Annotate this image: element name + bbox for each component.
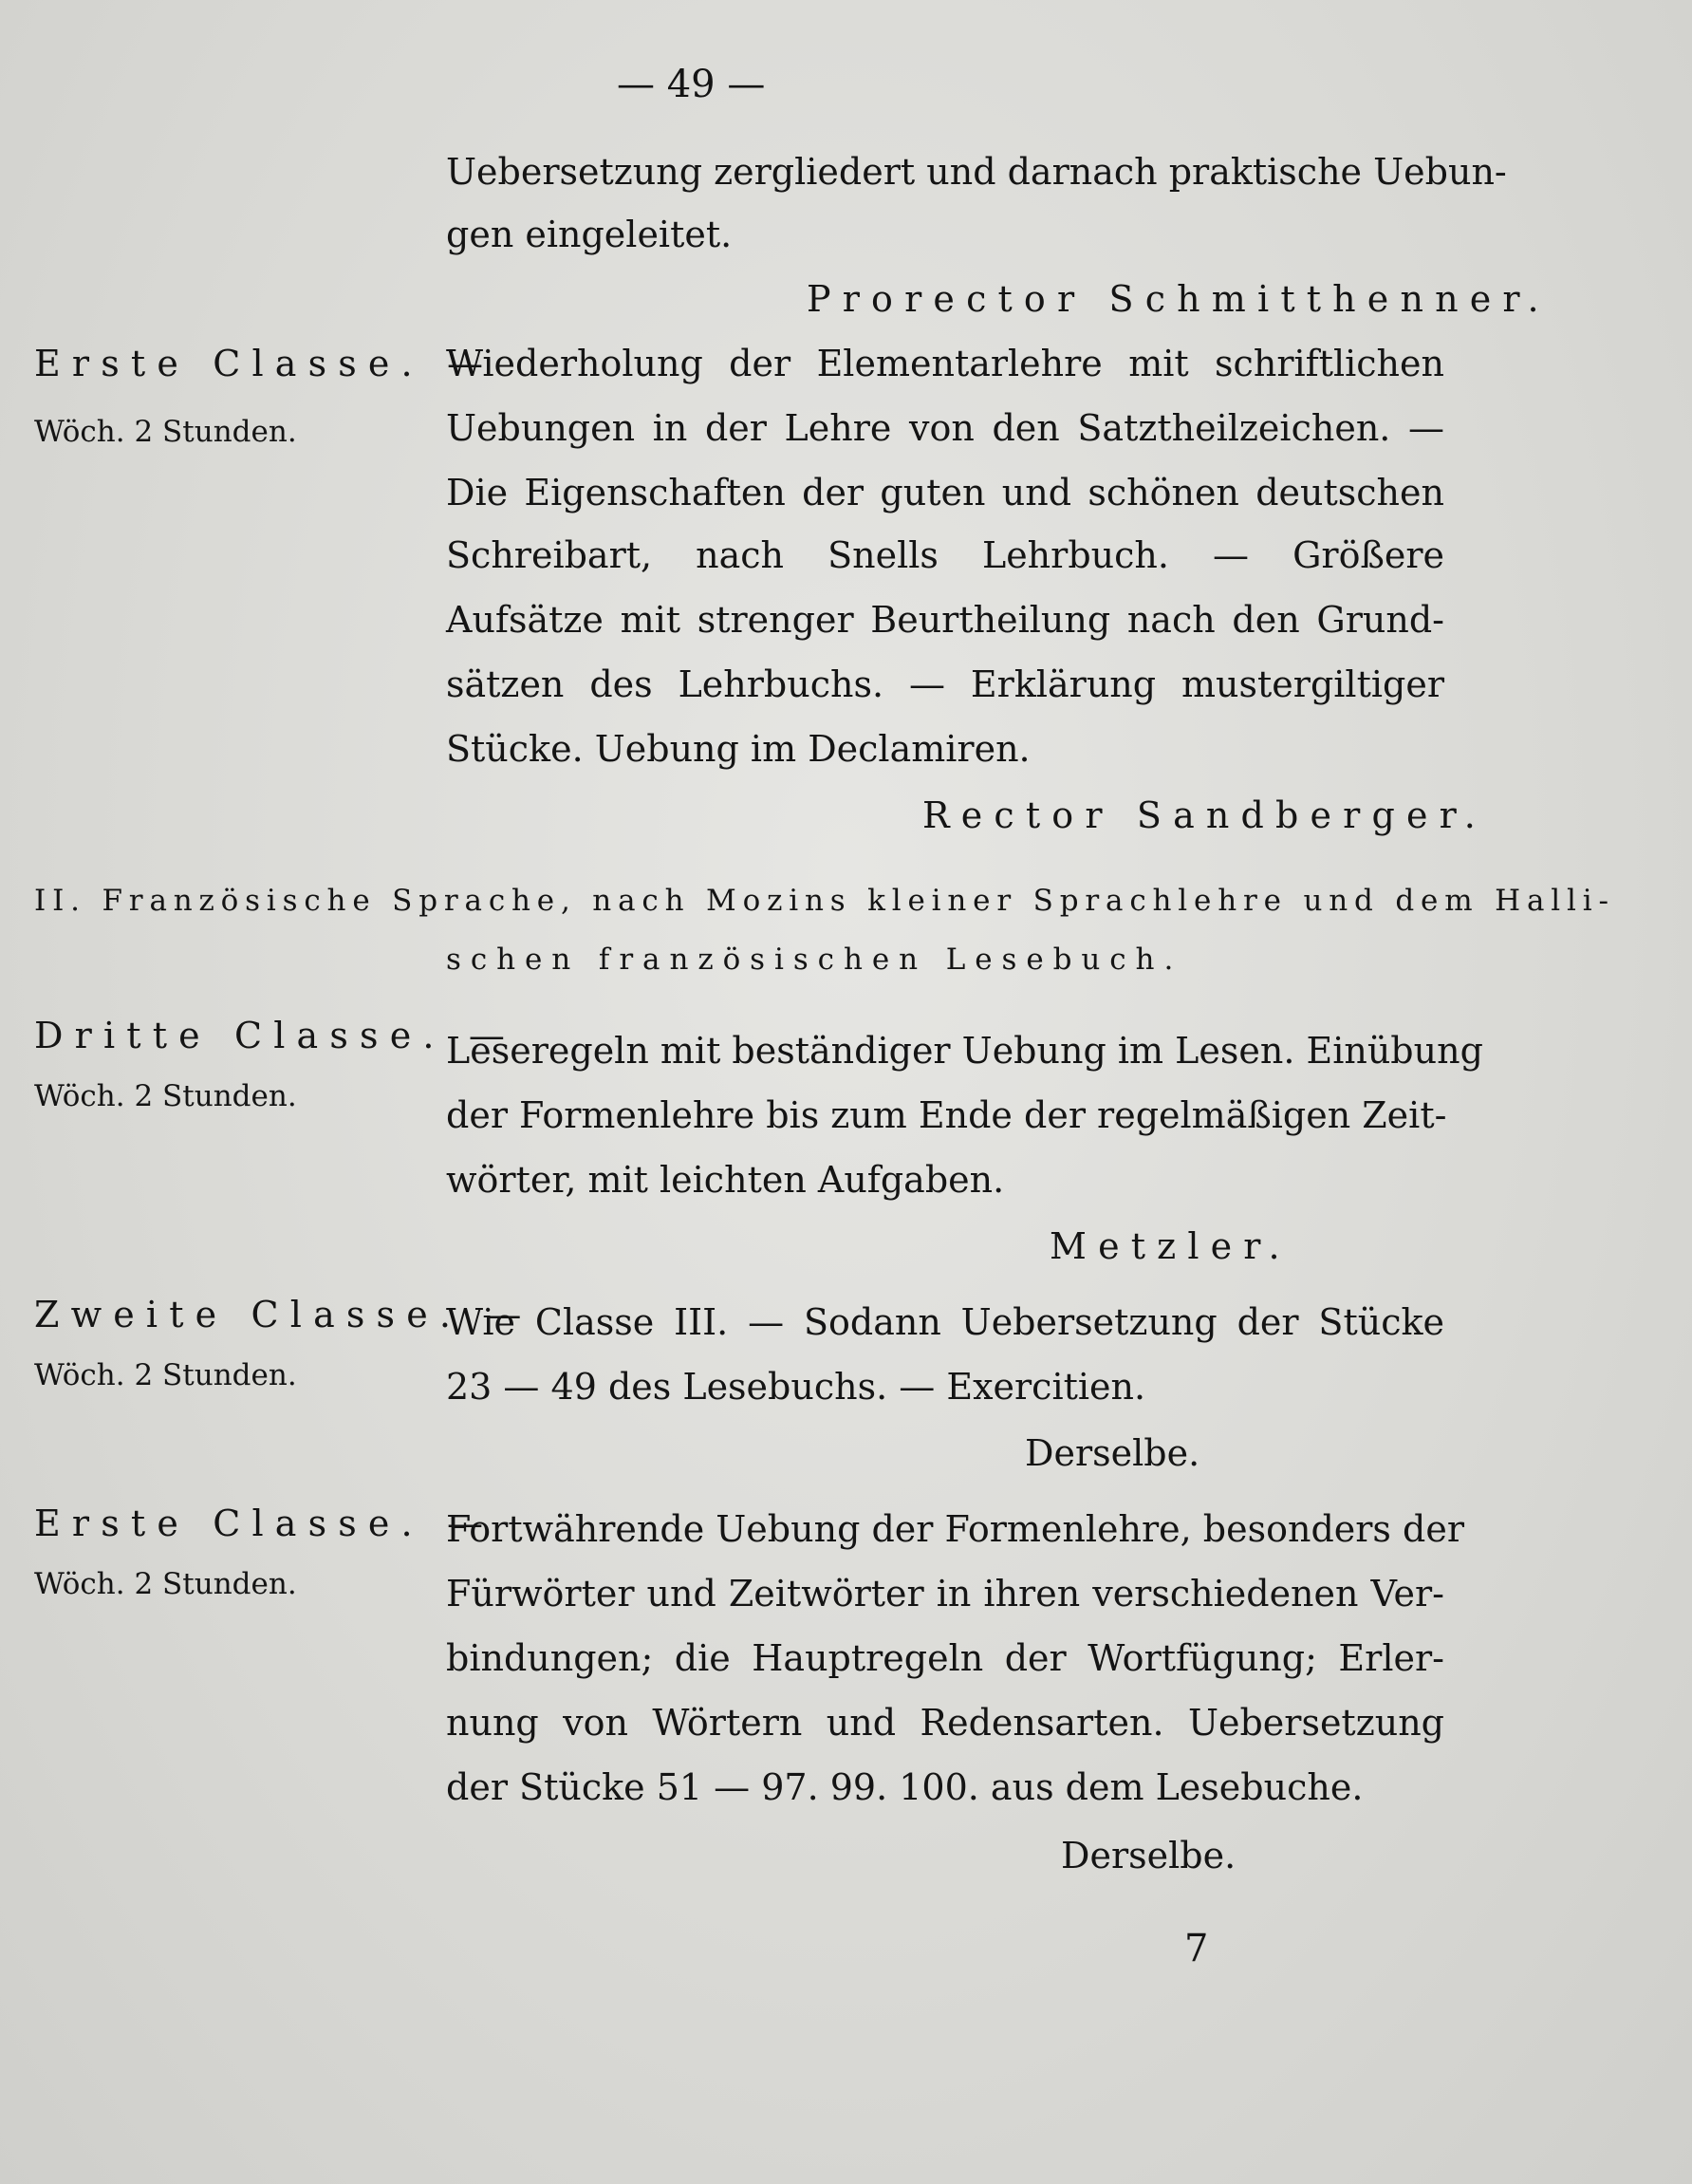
signature: Derselbe.	[1061, 1835, 1236, 1876]
body-line: der Formenlehre bis zum Ende der regelmäßigen Zeit-	[446, 1094, 1447, 1136]
body-line: wörter, mit leichten Aufgaben.	[446, 1159, 1005, 1201]
body-line: sätzen des Lehrbuchs. — Erklärung mustergiltiger	[446, 663, 1444, 705]
class-label: Erste Classe. —	[34, 1503, 495, 1544]
class-label: Zweite Classe. —	[34, 1294, 533, 1335]
signature-mark: 7	[1184, 1927, 1209, 1970]
class-label: Erste Classe. —	[34, 343, 495, 384]
class-hours: Wöch. 2 Stunden.	[34, 1079, 297, 1113]
body-line: Schreibart, nach Snells Lehrbuch. — Größere	[446, 534, 1444, 576]
body-line: Fortwährende Uebung der Formenlehre, besonders der	[446, 1508, 1464, 1550]
signature: Rector Sandberger.	[922, 794, 1488, 836]
page-number: — 49 —	[617, 63, 766, 106]
class-hours: Wöch. 2 Stunden.	[34, 1358, 297, 1392]
body-line: Wiederholung der Elementarlehre mit schriftlichen	[446, 343, 1444, 384]
body-line: Fürwörter und Zeitwörter in ihren verschiedenen Ver-	[446, 1573, 1444, 1615]
body-line: bindungen; die Hauptregeln der Wortfügung; Erler-	[446, 1637, 1444, 1679]
class-hours: Wöch. 2 Stunden.	[34, 1567, 297, 1601]
body-line: Uebersetzung zergliedert und darnach praktische Uebun-	[446, 151, 1507, 193]
class-hours: Wöch. 2 Stunden.	[34, 415, 297, 449]
body-line: nung von Wörtern und Redensarten. Uebersetzung	[446, 1702, 1444, 1744]
signature: Metzler.	[1050, 1225, 1292, 1267]
body-line: Stücke. Uebung im Declamiren.	[446, 728, 1031, 770]
class-label: Dritte Classe. —	[34, 1015, 516, 1056]
body-line: Leseregeln mit beständiger Uebung im Lesen. Einübung	[446, 1030, 1483, 1072]
section-heading: schen französischen Lesebuch.	[446, 943, 1183, 977]
body-line: Wie Classe III. — Sodann Uebersetzung der Stücke	[446, 1301, 1444, 1343]
section-heading: II. Französische Sprache, nach Mozins kleiner Sprachlehre und dem Halli-	[34, 884, 1615, 918]
body-line: Uebungen in der Lehre von den Satztheilzeichen. —	[446, 407, 1444, 449]
body-line: gen eingeleitet.	[446, 214, 733, 255]
body-line: Aufsätze mit strenger Beurtheilung nach den Grund-	[446, 599, 1444, 641]
body-line: der Stücke 51 — 97. 99. 100. aus dem Lesebuche.	[446, 1766, 1364, 1808]
body-line: 23 — 49 des Lesebuchs. — Exercitien.	[446, 1366, 1146, 1408]
body-line: Die Eigenschaften der guten und schönen deutschen	[446, 472, 1444, 513]
signature: Prorector Schmitthenner.	[807, 278, 1551, 320]
signature: Derselbe.	[1025, 1432, 1200, 1474]
